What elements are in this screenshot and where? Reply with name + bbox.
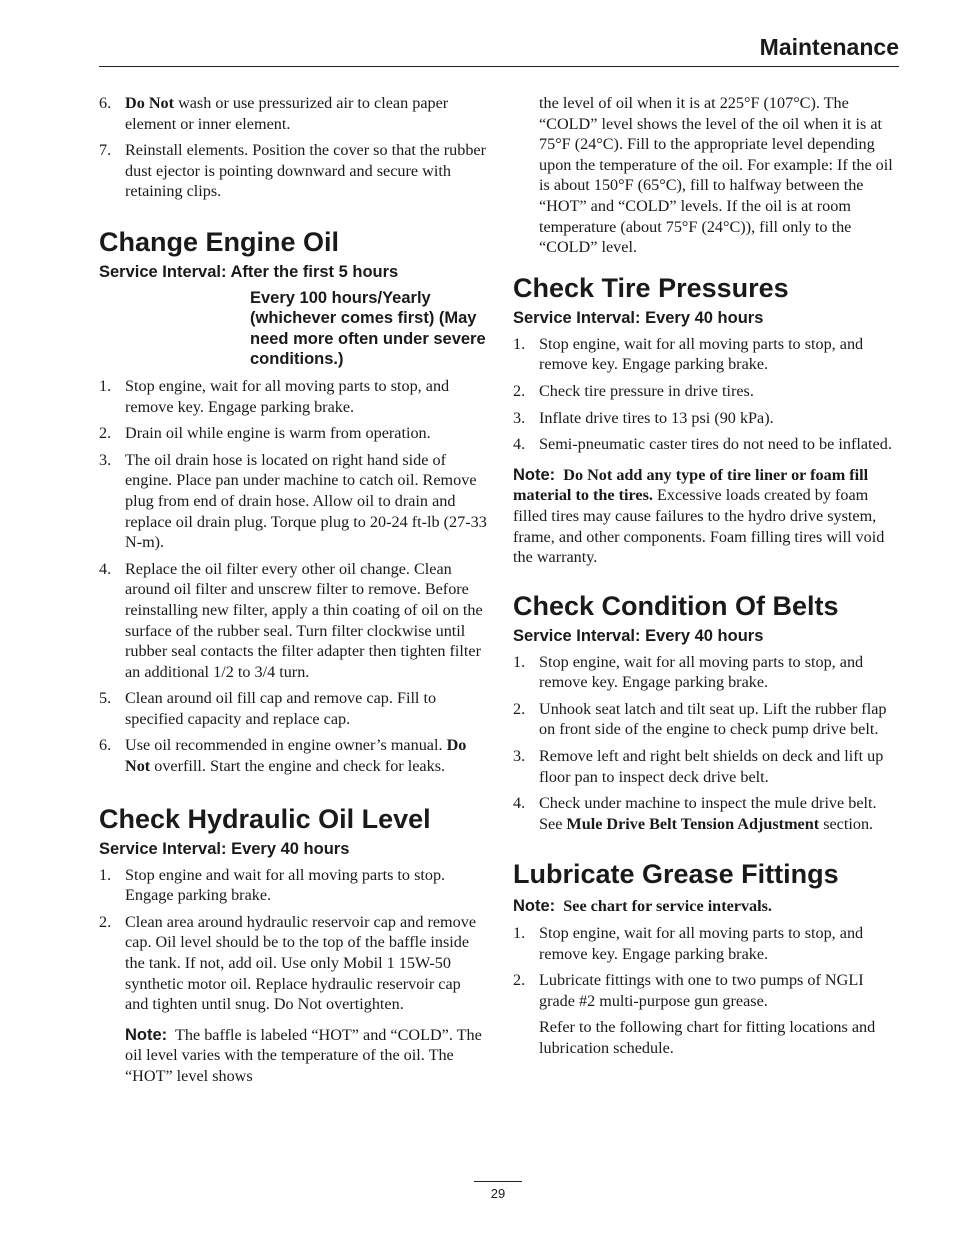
item-text: Stop engine and wait for all moving parts to stop. Engage parking brake. [125, 865, 446, 905]
item-number: 4. [513, 435, 526, 454]
item-number: 1. [513, 924, 526, 943]
air-cleaner-steps [99, 93, 487, 202]
item-text: Stop engine, wait for all moving parts to stop, and remove key. Engage parking brake. [539, 924, 864, 963]
service-interval-extra: Every 100 hours/Yearly (whichever comes first) (May need more often under severe conditions.) [250, 288, 486, 369]
note-bold-text: See chart for service intervals. [563, 897, 772, 916]
list-item [99, 735, 487, 776]
item-text: Stop engine, wait for all moving parts to stop, and remove key. Engage parking brake. [539, 652, 864, 692]
item-number: 2. [513, 381, 526, 400]
hydraulic-note [125, 1025, 487, 1087]
list-item [513, 408, 903, 429]
item-text: Clean area around hydraulic reservoir cap and remove cap. Oil level should be to the top of the baffle inside the tank. If not, add oil. Use only Mobil 1 15W-50 synthetic motor oil. Replace hydraulic reservoir cap and tighten until snug. Do Not overtighten. [125, 912, 477, 1014]
item-number: 3. [513, 408, 526, 427]
heading-check-condition-of-belts: Check Condition Of Belts [513, 590, 839, 621]
item-number: 1. [99, 865, 112, 884]
item-text: Unhook seat latch and tilt seat up. Lift the rubber flap on front side of the engine to check pump drive belt. [539, 699, 887, 739]
list-item [513, 381, 903, 402]
hydraulic-steps [99, 865, 487, 1015]
list-item [99, 688, 487, 729]
section-title: Maintenance [759, 34, 899, 60]
heading-lubricate-grease-fittings: Lubricate Grease Fittings [513, 859, 839, 890]
item-text: Use oil recommended in engine owner’s manual. [125, 736, 447, 755]
heading-check-hydraulic-oil-level: Check Hydraulic Oil Level [99, 803, 431, 834]
item-text: The oil drain hose is located on right hand side of engine. Place pan under machine to catch oil. Remove plug from end of drain hose. Allow oil to drain and replace oil drain plug. Torque plug to 20-24 ft-lb (27-33 N-m). [125, 450, 487, 552]
list-item [513, 970, 903, 1011]
item-number: 2. [99, 424, 112, 443]
grease-steps [513, 923, 903, 1011]
item-number: 2. [513, 699, 526, 718]
tire-steps [513, 334, 903, 455]
item-number: 1. [513, 652, 526, 671]
list-item [99, 376, 487, 417]
item-text: section. [819, 814, 874, 833]
left-column [99, 93, 487, 1093]
list-item [513, 699, 903, 740]
item-number: 2. [513, 971, 526, 990]
page-header [99, 34, 899, 67]
continued-note-text: the level of oil when it is at 225°F (107°C). The “COLD” level shows the level of the oil when it is at 75°F (24°C). Fill to the appropriate level depending upon the temperature of the oil. For example: If the oil is about 150°F (65°C), fill to halfway between the “HOT” and “COLD” levels. If the oil is at room temperature (about 75°F (24°C)), fill only to the “COLD” level. [539, 94, 893, 257]
cross-reference: Mule Drive Belt Tension Adjustment [566, 814, 820, 833]
list-item [513, 434, 903, 455]
list-item [99, 93, 487, 134]
bold-text: Do Not [125, 94, 175, 112]
item-text: Stop engine, wait for all moving parts to stop, and remove key. Engage parking brake. [125, 376, 450, 416]
item-text: Reinstall elements. Position the cover so that the rubber dust ejector is pointing downward and secure with retaining clips. [125, 141, 486, 201]
item-number: 1. [99, 376, 112, 395]
list-item [99, 559, 487, 683]
grease-note [513, 896, 903, 917]
item-number: 2. [99, 912, 112, 931]
item-text: Stop engine, wait for all moving parts to stop, and remove key. Engage parking brake. [539, 334, 864, 374]
item-text: overfill. Start the engine and check for leaks. [150, 757, 446, 776]
item-number: 6. [99, 736, 112, 755]
item-number: 4. [99, 559, 112, 578]
item-text: Clean around oil fill cap and remove cap. Fill to specified capacity and replace cap. [125, 689, 437, 728]
page-number: 29 [490, 1186, 506, 1201]
item-number: 3. [99, 450, 112, 469]
list-item [99, 423, 487, 444]
belt-steps [513, 652, 903, 835]
service-interval: Service Interval: After the first 5 hours [99, 262, 399, 281]
heading-check-tire-pressures: Check Tire Pressures [513, 272, 789, 303]
list-item [513, 793, 903, 834]
item-text: Drain oil while engine is warm from operation. [125, 424, 431, 443]
note-label: Note: [513, 465, 556, 484]
list-item [513, 334, 903, 375]
list-item [99, 865, 487, 906]
note-bold-text: Do Not add any type of tire liner or foam fill material to the tires. [513, 465, 869, 505]
item-text: Lubricate fittings with one to two pumps of NGLI grade #2 multi-purpose gun grease. [539, 971, 864, 1010]
item-number: 4. [513, 794, 526, 813]
item-text: Check under machine to inspect the mule drive belt. See [539, 794, 877, 833]
heading-change-engine-oil: Change Engine Oil [99, 226, 340, 257]
item-text: Semi-pneumatic caster tires do not need to be inflated. [539, 435, 892, 454]
item-number: 6. [99, 94, 112, 112]
item-number: 7. [99, 141, 112, 160]
item-text: wash or use pressurized air to clean paper element or inner element. [125, 94, 449, 133]
item-number: 5. [99, 689, 112, 708]
footer-rule [474, 1181, 522, 1182]
list-item [513, 746, 903, 787]
right-column [513, 93, 903, 1065]
bold-text: Do Not [125, 736, 467, 776]
list-item [513, 923, 903, 964]
item-number: 3. [513, 747, 526, 766]
chart-reference-paragraph: Refer to the following chart for fitting locations and lubrication schedule. [539, 1018, 876, 1057]
note-text: Excessive loads created by foam filled tires may cause failures to the hydro drive system, frame, and other components. Foam filling tires will void the warranty. [513, 486, 885, 567]
item-text: Replace the oil filter every other oil change. Clean around oil filter and unscrew filter to remove. Before reinstalling new filter, apply a thin coating of oil on the surface of the rubber seal. Turn filter clockwise until rubber seal contacts the filter adapter then tighten filter an additional 1/2 to 3/4 turn. [125, 559, 483, 681]
item-number: 1. [513, 334, 526, 353]
oil-steps [99, 376, 487, 777]
item-text: Check tire pressure in drive tires. [539, 381, 754, 400]
list-item [99, 140, 487, 202]
note-text: The baffle is labeled “HOT” and “COLD”. The oil level varies with the temperature of the oil. The “HOT” level shows [125, 1025, 482, 1085]
note-label: Note: [513, 897, 556, 916]
service-interval: Service Interval: Every 40 hours [513, 626, 764, 645]
list-item [99, 912, 487, 1015]
service-interval: Service Interval: Every 40 hours [99, 839, 350, 858]
item-text: Remove left and right belt shields on deck and lift up floor pan to inspect deck drive belt. [539, 747, 884, 786]
list-item [513, 652, 903, 693]
list-item [99, 450, 487, 553]
item-text: Inflate drive tires to 13 psi (90 kPa). [539, 408, 774, 427]
service-interval: Service Interval: Every 40 hours [513, 308, 764, 327]
note-label: Note: [125, 1025, 168, 1044]
tire-note [513, 465, 903, 568]
